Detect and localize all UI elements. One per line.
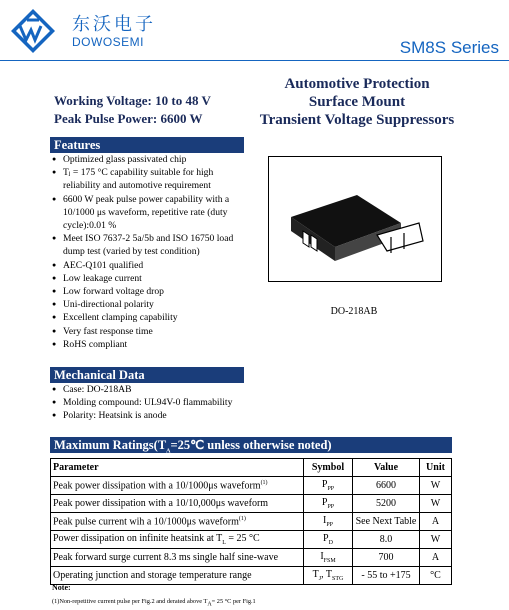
column-header: Unit xyxy=(420,459,452,477)
mechanical-item: ● Polarity: Heatsink is anode xyxy=(52,409,244,422)
footnote-ref: (1) xyxy=(238,515,246,522)
ratings-heading-post: =25℃ unless otherwise noted) xyxy=(170,438,332,452)
table-row xyxy=(51,567,452,585)
maximum-ratings-table xyxy=(50,458,452,585)
working-voltage-spec: Working Voltage: 10 to 48 V xyxy=(54,93,211,108)
ratings-heading-sub: A xyxy=(166,448,171,455)
unit-cell: °C xyxy=(420,567,452,585)
features-heading: Features xyxy=(50,137,244,153)
title-line-3: Transient Voltage Suppressors xyxy=(259,112,455,128)
symbol-cell xyxy=(304,567,353,585)
value-cell: 700 xyxy=(353,549,420,567)
note-text-post: = 25 °C per Fig.1 xyxy=(211,598,256,605)
value-cell: 8.0 xyxy=(353,531,420,549)
table-row xyxy=(51,513,452,531)
title-line-2: Surface Mount xyxy=(308,94,406,110)
peak-pulse-power-spec: Peak Pulse Power: 6600 W xyxy=(54,111,203,126)
title-line-1: Automotive Protection xyxy=(284,76,430,92)
symbol-text: I xyxy=(322,515,327,526)
value-cell: See Next Table xyxy=(353,513,420,531)
unit-cell: A xyxy=(420,549,452,567)
feature-item: ● Uni-directional polarity xyxy=(52,298,244,311)
unit-cell: A xyxy=(420,513,452,531)
note-text xyxy=(52,598,256,607)
parameter-cell xyxy=(51,513,304,531)
unit-cell: W xyxy=(420,495,452,513)
feature-item: ● Low leakage current xyxy=(52,272,244,285)
parameter-cell xyxy=(51,531,304,549)
mechanical-item: ● Case: DO-218AB xyxy=(52,383,244,396)
mechanical-list xyxy=(52,383,244,423)
footnote-ref: (1) xyxy=(260,479,268,486)
feature-item: ● Very fast response time xyxy=(52,325,244,338)
table-row xyxy=(51,549,452,567)
parameter-text: Peak power dissipation with a 10/1000μs waveform xyxy=(53,480,261,492)
unit-cell: W xyxy=(420,531,452,549)
symbol-sub: PP xyxy=(327,504,335,510)
symbol-post: , T xyxy=(321,569,333,580)
feature-item: ● Low forward voltage drop xyxy=(52,285,244,298)
mechanical-heading: Mechanical Data xyxy=(50,367,244,383)
package-outline-box xyxy=(268,156,442,282)
document-title xyxy=(240,75,474,129)
parameter-post: = 25 °C xyxy=(225,533,260,544)
parameter-cell xyxy=(51,495,304,513)
symbol-text: P xyxy=(321,497,328,508)
value-cell: 5200 xyxy=(353,495,420,513)
value-cell: - 55 to +175 xyxy=(353,567,420,585)
symbol-text: P xyxy=(323,533,329,544)
package-label: DO-218AB xyxy=(330,306,378,317)
column-header: Parameter xyxy=(51,459,304,477)
parameter-text: Peak forward surge current 8.3 ms single half sine-wave xyxy=(53,552,279,563)
parameter-text: Peak power dissipation with a 10/10,000μs waveform xyxy=(53,498,269,509)
parameter-cell xyxy=(51,549,304,567)
ratings-heading-text: Maximum Ratings(T xyxy=(54,438,167,452)
symbol-sub: PP xyxy=(327,486,335,492)
symbol-sub: PP xyxy=(326,522,334,528)
maximum-ratings-heading xyxy=(50,437,452,453)
feature-item: ● AEC-Q101 qualified xyxy=(52,259,244,272)
brand-name-english: DOWOSEMI xyxy=(72,35,144,49)
do-218ab-package-icon xyxy=(269,157,441,281)
note-text-sub: A xyxy=(207,601,212,608)
feature-item: ● RoHS compliant xyxy=(52,338,244,351)
column-header: Value xyxy=(353,459,420,477)
feature-item: ● Optimized glass passivated chip xyxy=(52,153,244,166)
symbol-cell xyxy=(304,495,353,513)
table-header-row xyxy=(51,459,452,477)
value-cell: 6600 xyxy=(353,477,420,495)
symbol-cell xyxy=(304,549,353,567)
parameter-text: Power dissipation on infinite heatsink at T xyxy=(53,533,223,544)
parameter-text: Operating junction and storage temperature range xyxy=(53,570,252,581)
feature-item: ● Meet ISO 7637-2 5a/5b and ISO 16750 load dump test (varied by test condition) xyxy=(52,232,244,258)
brand-name-chinese: 东沃电子 xyxy=(72,14,156,35)
parameter-sub: L xyxy=(222,540,226,546)
symbol-text: I xyxy=(320,551,324,562)
series-title: SM8S Series xyxy=(399,38,499,57)
parameter-text: Peak pulse current wih a 10/1000μs waveform xyxy=(53,516,239,528)
note-title: Note: xyxy=(52,583,71,592)
symbol-text: T xyxy=(312,569,319,580)
header-divider xyxy=(0,60,509,61)
table-row xyxy=(51,531,452,549)
symbol-sub-2: STG xyxy=(332,576,344,582)
features-list xyxy=(52,153,244,351)
symbol-sub: J xyxy=(318,576,322,582)
feature-item: ● Tⱼ = 175 °C capability suitable for high reliability and automotive requirement xyxy=(52,166,244,192)
symbol-text: P xyxy=(321,479,328,490)
table-row xyxy=(51,495,452,513)
symbol-cell xyxy=(304,513,353,531)
mechanical-item: ● Molding compound: UL94V-0 flammability xyxy=(52,396,244,409)
symbol-sub: D xyxy=(328,540,333,546)
unit-cell: W xyxy=(420,477,452,495)
parameter-cell xyxy=(51,477,304,495)
symbol-cell xyxy=(304,477,353,495)
feature-item: ● Excellent clamping capability xyxy=(52,311,244,324)
column-header: Symbol xyxy=(304,459,353,477)
feature-item: ● 6600 W peak pulse power capability with a 10/1000 μs waveform, repetitive rate (duty cycle):0.01 % xyxy=(52,193,244,233)
note-text-main: (1)Non-repetitive current pulse per Fig.2 and derated above T xyxy=(52,598,208,605)
symbol-sub: FSM xyxy=(323,558,336,564)
table-row xyxy=(51,477,452,495)
symbol-cell xyxy=(304,531,353,549)
dowosemi-logo-icon xyxy=(10,8,56,54)
parameter-cell xyxy=(51,567,304,585)
